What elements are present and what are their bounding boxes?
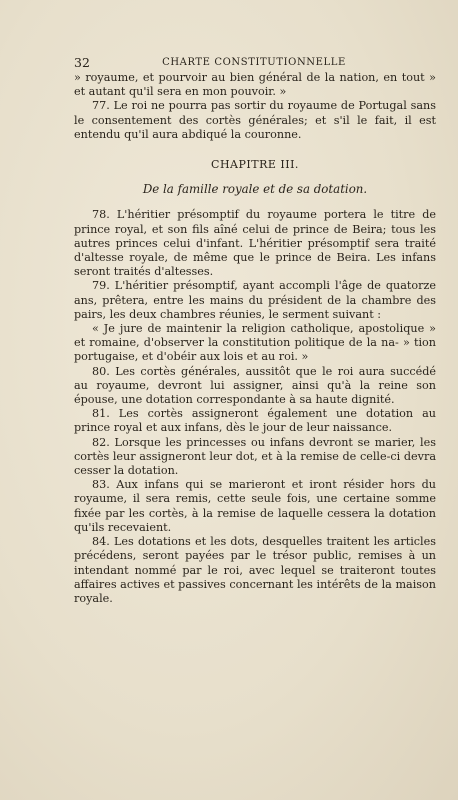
article-78: 78. L'héritier présomptif du royaume portera le titre de prince royal, et son fils aîné celui de prince de Beira; tous les autres princes celui d'infant. L'héritier présomptif sera traité d'altesse royale, de même que le prince de Beira. Les infans seront traités d'altesses. — [74, 208, 436, 279]
page-header — [74, 55, 434, 71]
chapter-heading: CHAPITRE III. — [211, 158, 299, 172]
continued-oath-text: » royaume, et pourvoir au bien général de la nation, en tout » et autant qu'il sera en mon pouvoir. » — [74, 71, 436, 99]
article-83: 83. Aux infans qui se marieront et iront résider hors du royaume, il sera remis, cette seule fois, une certaine somme fixée par les cortès, à la remise de laquelle cessera la dotation qu'ils recevaient. — [74, 478, 436, 534]
chapter-subtitle: De la famille royale et de sa dotation. — [142, 182, 368, 197]
page-number: 32 — [74, 55, 90, 70]
running-title: CHARTE CONSTITUTIONNELLE — [162, 57, 346, 68]
article-81: 81. Les cortès assigneront également une dotation au prince royal et aux infans, dès le jour de leur naissance. — [74, 407, 436, 435]
article-84: 84. Les dotations et les dots, desquelles traitent les articles précédens, seront payées par le trésor public, remises à un intendant nommé par le roi, avec lequel se traiteront toutes affaires actives et passives concernant les intérêts de la maison royale. — [74, 535, 436, 605]
article-82: 82. Lorsque les princesses ou infans devront se marier, les cortès leur assigneront leur dot, et à la remise de celle-ci devra cesser la dotation. — [74, 435, 436, 478]
article-77: 77. Le roi ne pourra pas sortir du royaume de Portugal sans le consentement des cortès générales; et s'il le fait, il est entendu qu'il aura abdiqué la couronne. — [74, 99, 436, 141]
oath-quote: « Je jure de maintenir la religion catholique, apostolique » et romaine, d'observer la constitution politique de la na- » tion portugaise, et d'obéir aux lois et au roi. » — [74, 322, 436, 364]
article-79: 79. L'héritier présomptif, ayant accompli l'âge de quatorze ans, prêtera, entre les mains du président de la chambre des pairs, les deux chambres réunies, le serment suivant : — [74, 279, 436, 321]
page-body — [74, 71, 436, 606]
article-80: 80. Les cortès générales, aussitôt que le roi aura succédé au royaume, devront lui assigner, ainsi qu'à la reine son épouse, une dotation correspondante à sa haute dignité. — [74, 364, 436, 407]
